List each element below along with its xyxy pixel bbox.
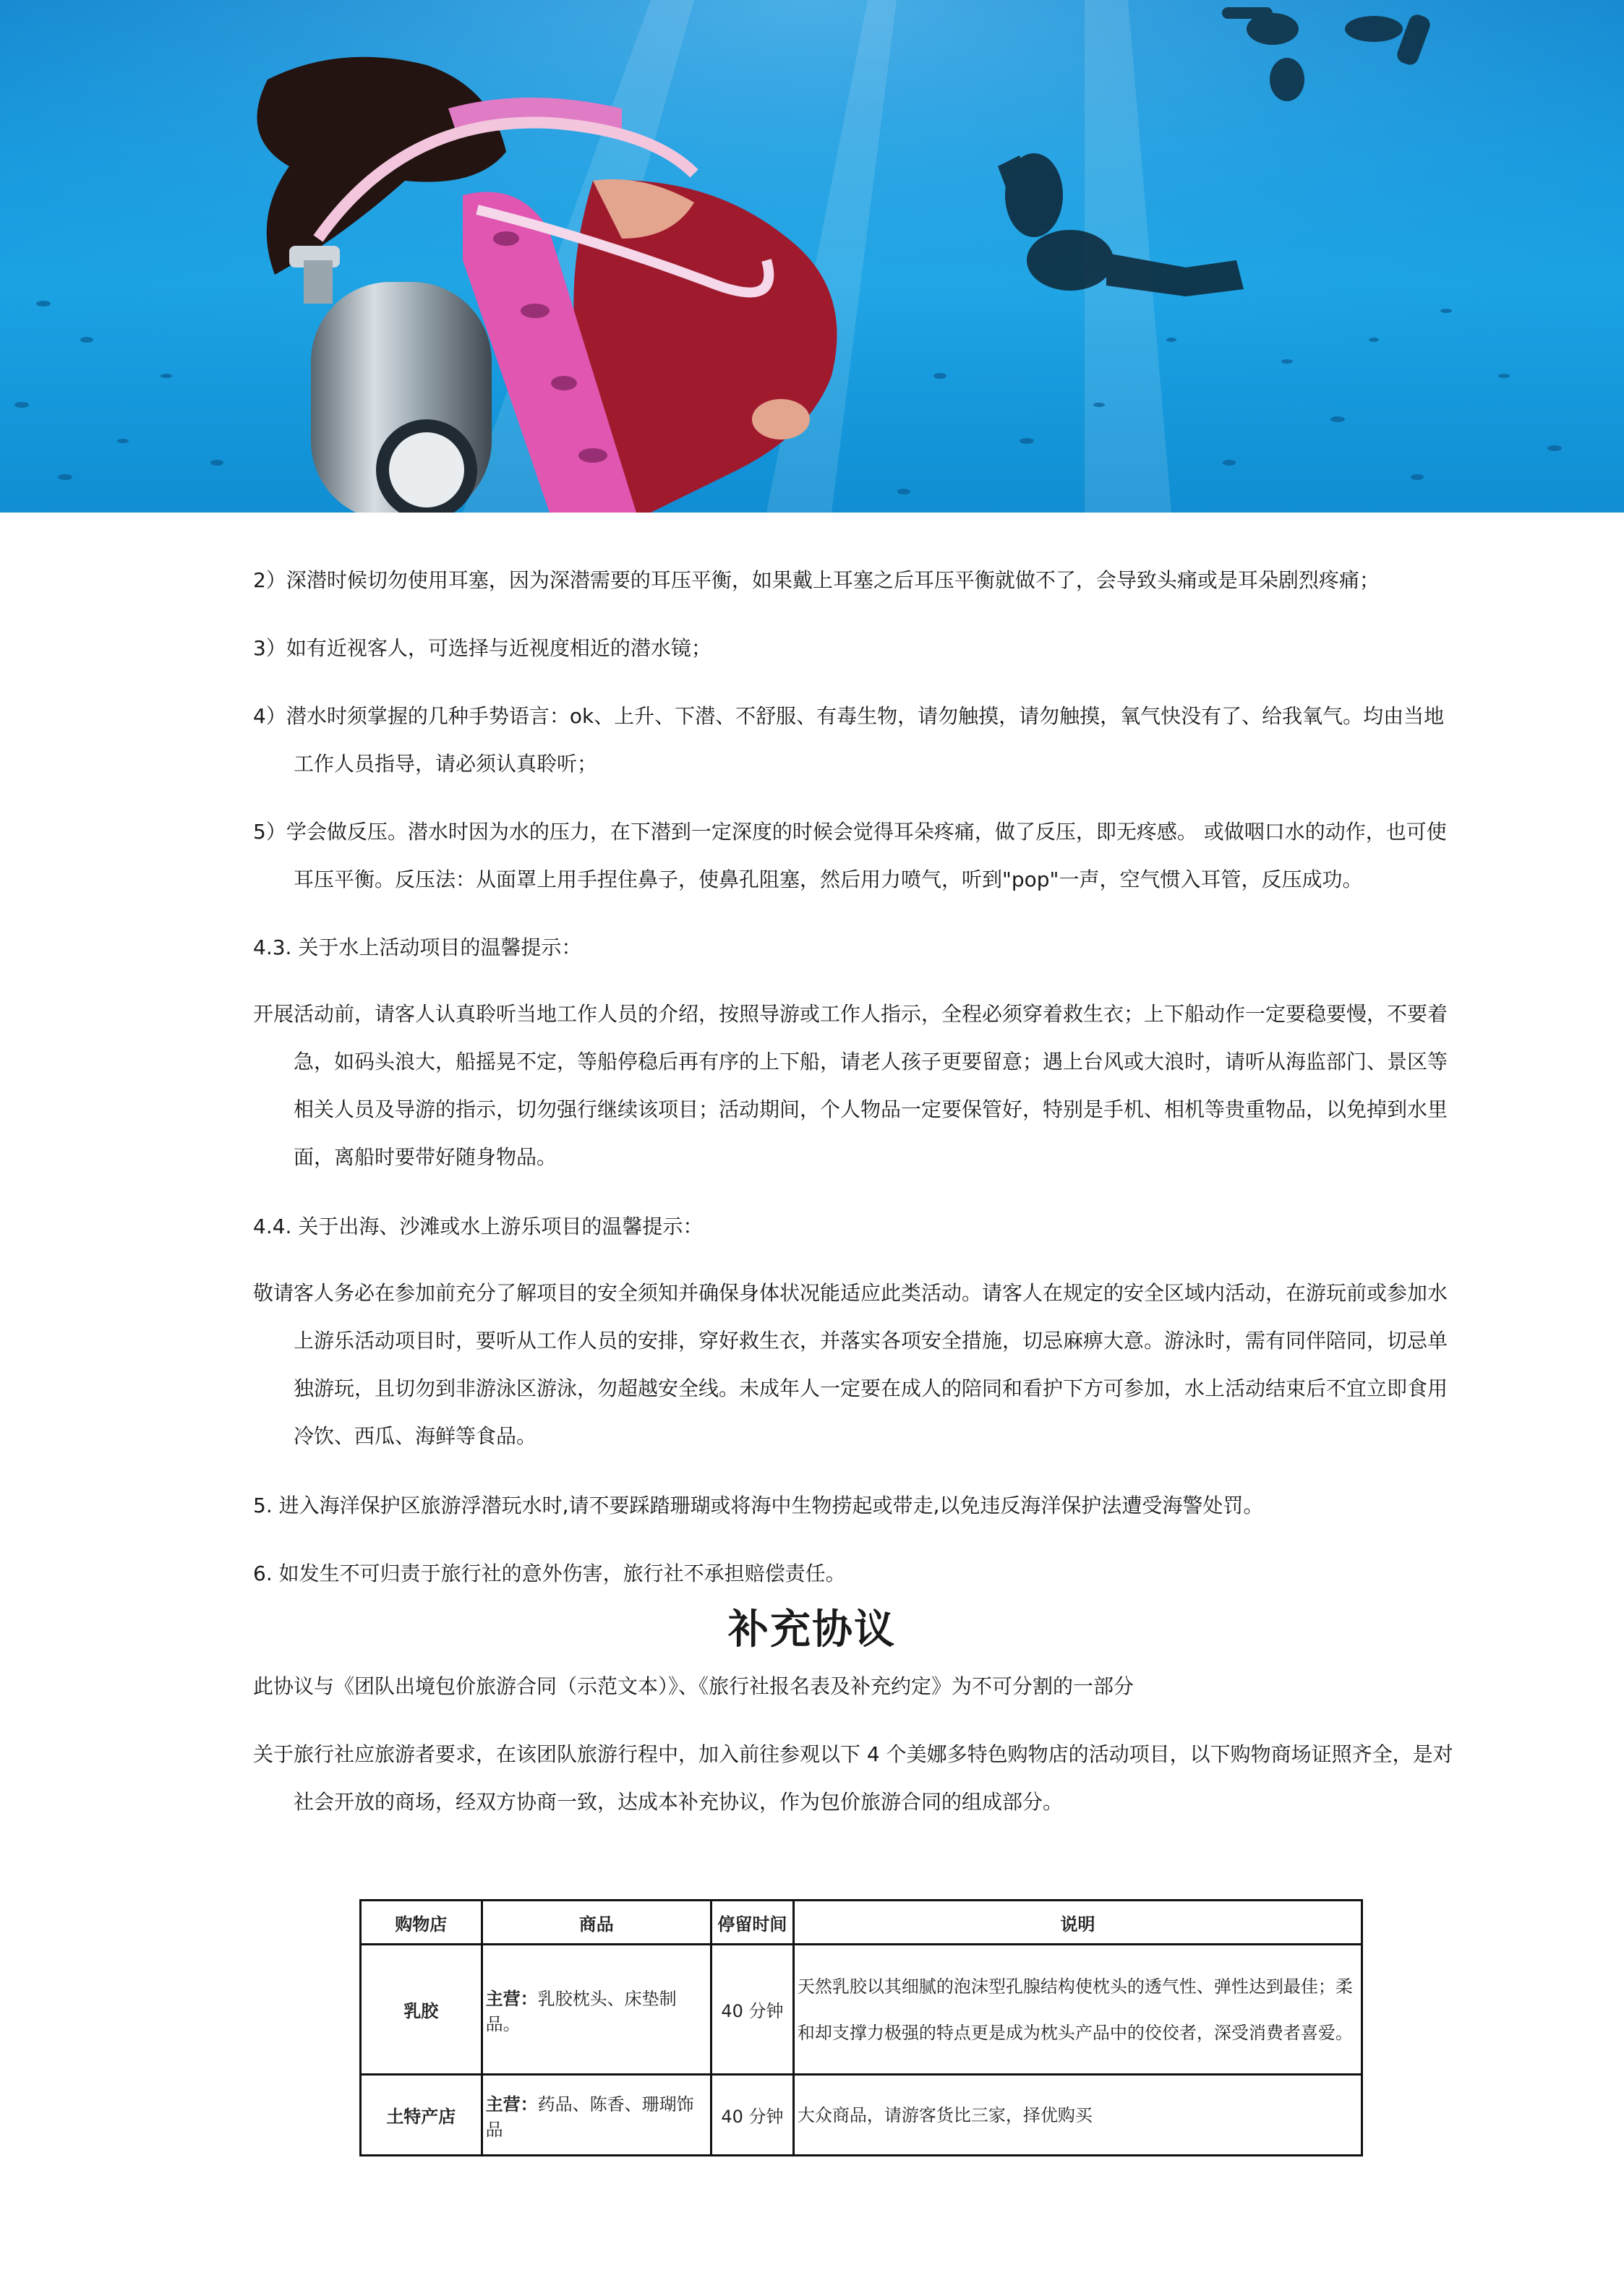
liability-note: 6. 如发生不可归责于旅行社的意外伤害，旅行社不承担赔偿责任。 xyxy=(253,1562,846,1585)
table-row xyxy=(361,2075,1362,2156)
supplement-intro: 此协议与《团队出境包价旅游合同（示范文本）》、《旅行社报名表及补充约定》为不可分割的一部分 xyxy=(253,1674,1134,1698)
table-row xyxy=(361,1945,1362,2075)
diver-hand xyxy=(752,399,810,440)
marine-reserve-note: 5. 进入海洋保护区旅游浮潜玩水时,请不要踩踏珊瑚或将海中生物捞起或带走,以免违反海洋保护法遭受海警处罚。 xyxy=(253,1494,1264,1517)
shopping-table xyxy=(359,1899,1363,2156)
supplement-statement: 关于旅行社应旅游者要求，在该团队旅游行程中，加入前往参观以下 4 个美娜多特色购物店的活动项目，以下购物商场证照齐全，是对社会开放的商场，经双方协商一致，达成本补充协议，作为包价旅游合同的组成部分。 xyxy=(253,1742,1453,1814)
shop-name: 土特产店 xyxy=(361,2075,482,2156)
shop-description: 大众商品，请游客货比三家，择优购买 xyxy=(793,2075,1362,2156)
shop-duration: 40 分钟 xyxy=(711,1945,793,2075)
supplement-title: 补充协议 xyxy=(728,1606,896,1653)
safety-tip-5: 5）学会做反压。潜水时因为水的压力，在下潜到一定深度的时候会觉得耳朵疼痛，做了反压，即无疼感。 或做咽口水的动作，也可使耳压平衡。反压法：从面罩上用手捏住鼻子，使鼻孔阻塞，然后用力喷气，听到"pop"一声，空气惯入耳管，反压成功。 xyxy=(253,820,1447,891)
goods-label: 主营： xyxy=(485,2094,538,2115)
goods-text: 乳胶枕头、床垫制品。 xyxy=(485,1988,677,2034)
shop-name: 乳胶 xyxy=(361,1945,482,2075)
shop-description: 天然乳胶以其细腻的泡沫型孔腺结构使枕头的透气性、弹性达到最佳；柔和却支撑力极强的特点更是成为枕头产品中的佼佼者，深受消费者喜爱。 xyxy=(793,1945,1362,2075)
section-heading-4-3: 4.3. 关于水上活动项目的温馨提示： xyxy=(253,935,582,959)
safety-tip-4: 4）潜水时须掌握的几种手势语言：ok、上升、下潜、不舒服、有毒生物，请勿触摸，请勿触摸，氧气快没有了、给我氧气。均由当地工作人员指导，请必须认真聆听； xyxy=(253,704,1445,776)
header-shop: 购物店 xyxy=(361,1901,482,1945)
safety-tip-3: 3）如有近视客人，可选择与近视度相近的潜水镜； xyxy=(253,636,711,660)
shop-goods xyxy=(482,1945,711,2075)
sea-beach-note: 敬请客人务必在参加前充分了解项目的安全须知并确保身体状况能适应此类活动。请客人在规定的安全区域内活动，在游玩前或参加水上游乐活动项目时，要听从工作人员的安排，穿好救生衣，并落实各项安全措施，切忌麻痹大意。游泳时，需有同伴陪同，切忌单独游玩，且切勿到非游泳区游泳，勿超越安全线。未成年人一定要在成人的陪同和看护下方可参加，水上活动结束后不宜立即食用冷饮、西瓜、海鲜等食品。 xyxy=(253,1281,1448,1448)
header-goods: 商品 xyxy=(482,1901,711,1945)
hero-photo-underwater-diver xyxy=(0,0,1624,513)
water-activity-note: 开展活动前，请客人认真聆听当地工作人员的介绍，按照导游或工作人指示，全程必须穿着救生衣；上下船动作一定要稳要慢，不要着急，如码头浪大，船摇晃不定，等船停稳后再有序的上下船，请老人孩子更要留意；遇上台风或大浪时，请听从海监部门、景区等相关人员及导游的指示，切勿强行继续该项目；活动期间，个人物品一定要保管好，特别是手机、相机等贵重物品，以免掉到水里面，离船时要带好随身物品。 xyxy=(253,1002,1448,1169)
shop-goods xyxy=(482,2075,711,2156)
hero-illustration xyxy=(0,0,1624,513)
shop-duration: 40 分钟 xyxy=(711,2075,793,2156)
goods-text: 药品、陈香、珊瑚饰品 xyxy=(485,2094,694,2140)
header-duration: 停留时间 xyxy=(711,1901,793,1945)
safety-tip-2: 2）深潜时候切勿使用耳塞，因为深潜需要的耳压平衡，如果戴上耳塞之后耳压平衡就做不了，会导致头痛或是耳朵剧烈疼痛； xyxy=(253,568,1380,592)
section-heading-4-4: 4.4. 关于出海、沙滩或水上游乐项目的温馨提示： xyxy=(253,1215,704,1238)
goods-label: 主营： xyxy=(485,1988,538,2009)
header-notes: 说明 xyxy=(793,1901,1362,1945)
table-header-row xyxy=(361,1901,1362,1945)
